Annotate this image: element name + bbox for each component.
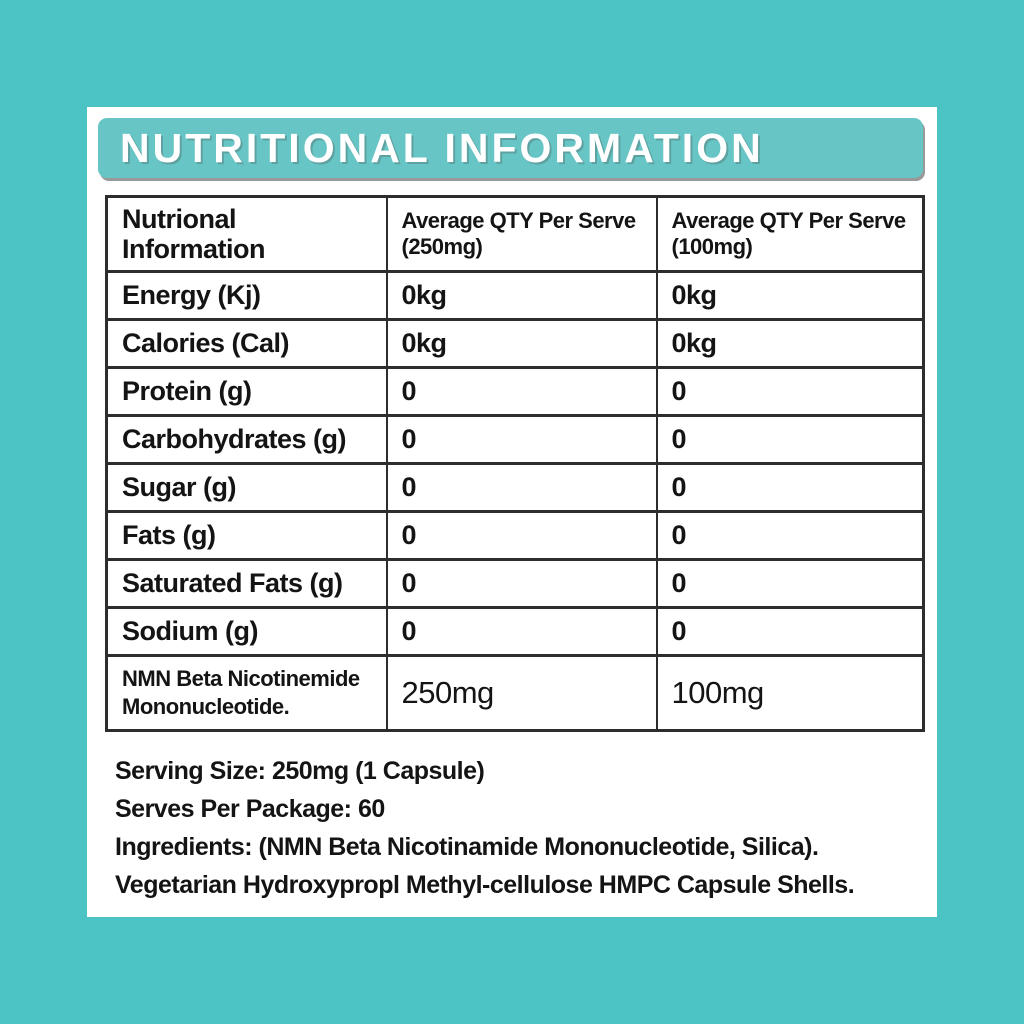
- nmn-label-line2: Mononucleotide.: [122, 694, 290, 719]
- table-header-row: [107, 197, 924, 272]
- title-banner: [98, 118, 923, 178]
- value-cell-100mg: 0kg: [657, 320, 924, 368]
- nutrient-name-cell: Fats (g): [107, 512, 387, 560]
- nutrient-name-cell: Energy (Kj): [107, 272, 387, 320]
- value-cell-250mg: 0: [387, 560, 657, 608]
- header-serve-100: [657, 197, 924, 272]
- table-row-fats: [107, 512, 924, 560]
- header-serve-250-line2: (250mg): [401, 234, 483, 259]
- header-nutritional-information: Nutrional Information: [107, 197, 387, 272]
- capsule-shells-line: Vegetarian Hydroxypropl Methyl-cellulose HMPC Capsule Shells.: [115, 871, 855, 899]
- value-cell-100mg: 0: [657, 416, 924, 464]
- nutrient-name-cell: Sugar (g): [107, 464, 387, 512]
- table-row-nmn: [107, 656, 924, 731]
- nutrient-name-cell: [107, 656, 387, 731]
- page-title: NUTRITIONAL INFORMATION: [120, 124, 764, 171]
- value-cell-250mg: 0: [387, 416, 657, 464]
- footer-notes: [115, 752, 915, 904]
- value-cell-100mg: 0: [657, 368, 924, 416]
- value-cell-250mg: 0: [387, 368, 657, 416]
- nutrient-name-cell: Sodium (g): [107, 608, 387, 656]
- nmn-value-100: 100mg: [671, 675, 764, 710]
- serving-size-line: Serving Size: 250mg (1 Capsule): [115, 757, 485, 785]
- value-cell-250mg: 0kg: [387, 320, 657, 368]
- table-row-carbohydrates: [107, 416, 924, 464]
- table-row-sodium: [107, 608, 924, 656]
- nutrient-name-cell: Calories (Cal): [107, 320, 387, 368]
- value-cell-250mg: 0: [387, 512, 657, 560]
- value-cell-250mg: 0: [387, 608, 657, 656]
- nutrient-name-cell: Carbohydrates (g): [107, 416, 387, 464]
- value-cell-250mg: [387, 656, 657, 731]
- header-serve-250-line1: Average QTY Per Serve: [401, 208, 636, 233]
- table-row-protein: [107, 368, 924, 416]
- table-row-saturated-fats: [107, 560, 924, 608]
- nutrition-table: [105, 195, 925, 732]
- header-serve-100-line1: Average QTY Per Serve: [671, 208, 906, 233]
- serves-per-package-line: Serves Per Package: 60: [115, 795, 385, 823]
- nmn-value-250: 250mg: [401, 675, 494, 710]
- nutrient-name-cell: Protein (g): [107, 368, 387, 416]
- header-serve-100-line2: (100mg): [671, 234, 753, 259]
- table-row-energy: [107, 272, 924, 320]
- value-cell-100mg: 0: [657, 560, 924, 608]
- value-cell-100mg: 0kg: [657, 272, 924, 320]
- nutrition-label-card: [87, 107, 937, 917]
- header-serve-250: [387, 197, 657, 272]
- nmn-label-line1: NMN Beta Nicotinemide: [122, 666, 360, 691]
- value-cell-100mg: 0: [657, 464, 924, 512]
- value-cell-100mg: 0: [657, 512, 924, 560]
- value-cell-100mg: [657, 656, 924, 731]
- value-cell-100mg: 0: [657, 608, 924, 656]
- table-row-calories: [107, 320, 924, 368]
- nutrient-name-cell: Saturated Fats (g): [107, 560, 387, 608]
- ingredients-line: Ingredients: (NMN Beta Nicotinamide Mononucleotide, Silica).: [115, 833, 819, 861]
- table-row-sugar: [107, 464, 924, 512]
- value-cell-250mg: 0: [387, 464, 657, 512]
- value-cell-250mg: 0kg: [387, 272, 657, 320]
